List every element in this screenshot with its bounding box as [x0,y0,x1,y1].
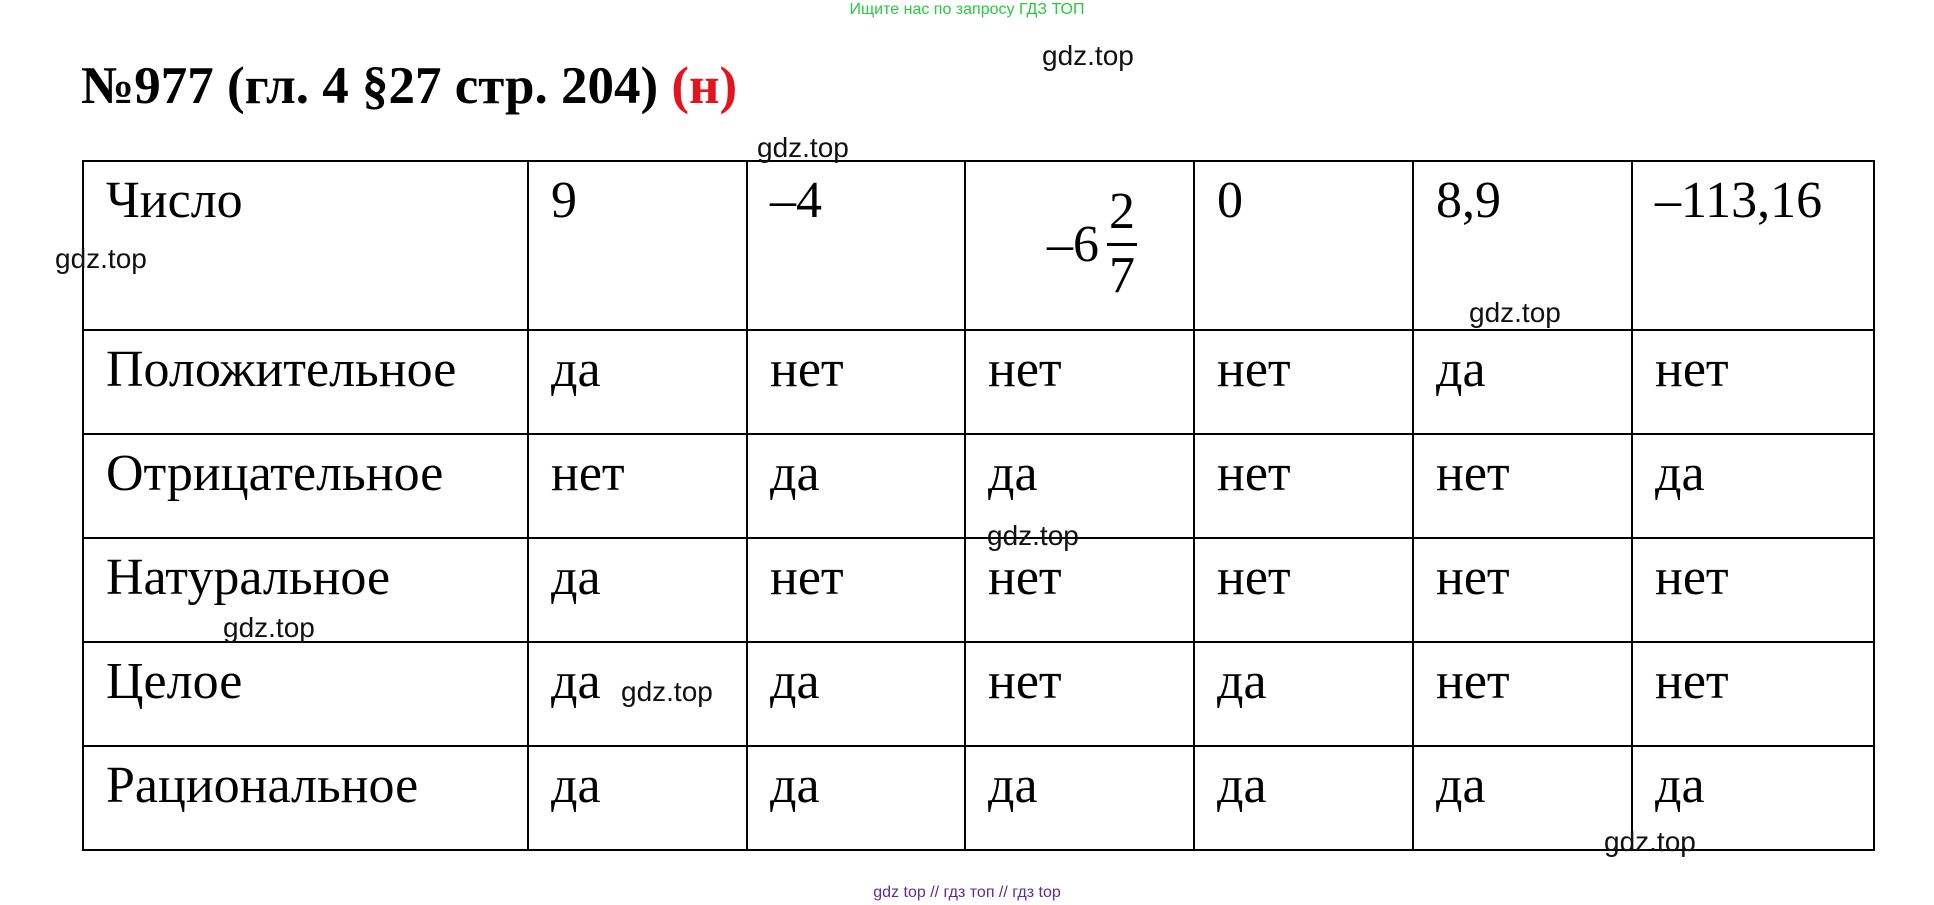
mixed-fraction [966,162,1193,327]
table-cell: нет [528,434,747,538]
table-cell: нет [1194,330,1413,434]
row-label: Целое [83,642,528,746]
table-cell: да [528,746,747,850]
table-row [83,330,1874,434]
watermark: gdz.top [987,520,1079,551]
row-label: Натуральное [83,538,528,642]
row-label: Отрицательное [83,434,528,538]
row-label: Положительное [83,330,528,434]
top-banner: Ищите нас по запросу ГДЗ ТОП [849,1,1085,18]
header-cell: –4 [747,161,965,330]
table-cell: да [1413,330,1632,434]
table-cell: да [528,642,747,746]
table-cell: нет [1413,434,1632,538]
watermark: gdz.top [1469,297,1561,328]
watermark: gdz.top [1604,826,1696,857]
table-cell: да [528,538,747,642]
header-cell: 9 [528,161,747,330]
fraction [1107,185,1137,303]
page-title [81,57,738,115]
table-cell: да [747,434,965,538]
header-cell: 8,9 [1413,161,1632,330]
fraction-whole: –6 [1047,215,1099,273]
table-cell: да [1413,746,1632,850]
fraction-bar [1107,243,1137,246]
row-label: Рациональное [83,746,528,850]
watermark: gdz.top [757,132,849,163]
watermark: gdz.top [1042,40,1134,71]
table-cell: да [965,434,1194,538]
table-cell: нет [1194,538,1413,642]
table-cell: да [528,330,747,434]
table-cell: нет [1194,434,1413,538]
watermark: gdz.top [55,243,147,274]
header-cell: –113,16 [1632,161,1874,330]
table-cell: да [747,642,965,746]
table-cell: нет [1413,538,1632,642]
table-row [83,538,1874,642]
table-cell: нет [1632,330,1874,434]
row-label: Число [83,161,528,330]
table-cell: да [1632,434,1874,538]
table-cell: нет [965,330,1194,434]
table-cell: да [965,746,1194,850]
table-cell: да [1194,746,1413,850]
fraction-denominator: 7 [1109,247,1135,304]
table-cell: нет [747,538,965,642]
table-cell: нет [1632,538,1874,642]
footer: gdz top // гдз топ // гдз top [873,884,1061,901]
table-cell: нет [965,538,1194,642]
table-row [83,434,1874,538]
title-main: №977 (гл. 4 §27 стр. 204) [81,57,659,115]
watermark: gdz.top [223,612,315,643]
table-header-row [83,161,1874,330]
table-cell: нет [747,330,965,434]
table-cell: да [1632,746,1874,850]
table-cell: да [747,746,965,850]
watermark: gdz.top [621,676,713,707]
table-cell: нет [1632,642,1874,746]
header-cell-fraction [965,161,1194,330]
table-cell: нет [965,642,1194,746]
title-marker: (н) [671,57,738,115]
table-cell: да [1194,642,1413,746]
number-classification-table [82,160,1875,851]
table-row [83,642,1874,746]
table-cell: нет [1413,642,1632,746]
fraction-numerator: 2 [1109,183,1135,241]
header-cell: 0 [1194,161,1413,330]
